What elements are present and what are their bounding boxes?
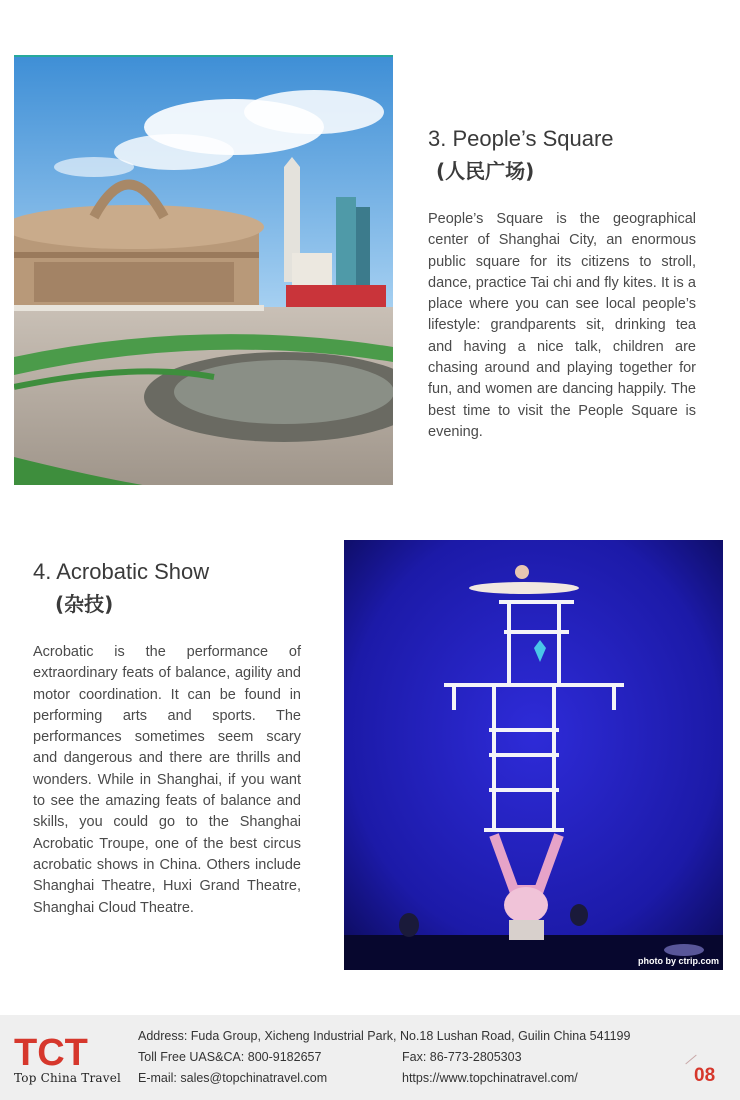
section-4-title: 4. Acrobatic Show (33, 559, 210, 584)
tct-logo-icon (14, 1027, 100, 1071)
footer-email[interactable]: E-mail: sales@topchinatravel.com (138, 1071, 328, 1085)
footer-toll-free: Toll Free UAS&CA: 800-9182657 (138, 1050, 322, 1064)
logo-text: Top China Travel (14, 1071, 122, 1085)
peoples-square-photo (14, 55, 393, 485)
section-3-title: 3. People’s Square (428, 126, 614, 151)
logo-letters: TCT (14, 1032, 88, 1071)
page-number-divider (685, 1055, 696, 1065)
photo-credit: photo by ctrip.com (638, 956, 719, 966)
footer (0, 1015, 740, 1100)
section-4-body: Acrobatic is the performance of extraordinary feats of balance, agility and motor coordination. It can be found in performing arts and sports. The performances sometimes seem scary and dangerous and there are thrills and wonders. While in Shanghai, if you want to see the amazing feats of balance and skills, you could go to the Shanghai Acrobatic Troupe, one of the best circus acrobatic shows in China. Others include Shanghai Theatre, Huxi Grand Theatre, Shanghai Cloud Theatre. (33, 644, 301, 916)
acrobatic-show-photo (344, 540, 723, 970)
section-4-subtitle: (杂技) (55, 592, 114, 616)
footer-website-link[interactable]: https://www.topchinatravel.com/ (402, 1071, 578, 1085)
section-3-body: People’s Square is the geographical center of Shanghai City, an enormous public square for its citizens to stroll, dance, practice Tai chi and fly kites. It is a place where you can see local people’s lifestyle: grandparents sit, drinking tea and having a nice talk, children are chasing around and playing together for fun, and women are dancing happily. The best time to visit the People Square is evening. (428, 211, 696, 440)
section-3-subtitle: (人民广场) (436, 159, 535, 183)
page-number: 08 (694, 1065, 716, 1086)
footer-fax: Fax: 86-773-2805303 (402, 1050, 522, 1064)
footer-address: Address: Fuda Group, Xicheng Industrial Park, No.18 Lushan Road, Guilin China 541199 (138, 1029, 631, 1043)
